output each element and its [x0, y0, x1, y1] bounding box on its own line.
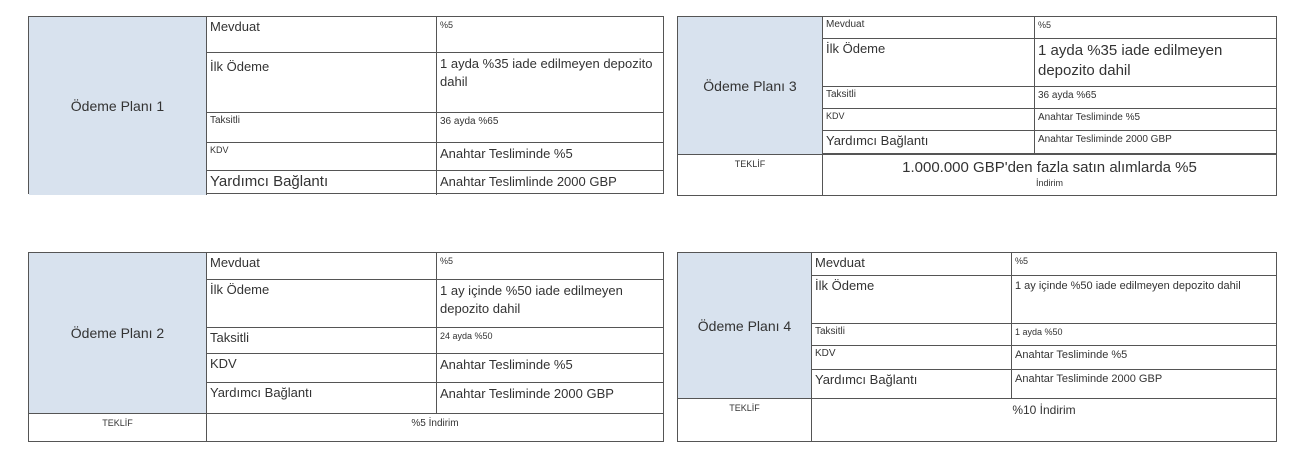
- row-label: KDV: [207, 354, 437, 382]
- row-value: %5: [1038, 20, 1052, 30]
- row-value: 1 ay içinde %50 iade edilmeyen depozito dahil: [440, 283, 623, 317]
- row-label: Taksitli: [812, 324, 1012, 345]
- plan-name-cell: [29, 253, 207, 413]
- offer-text: 1.000.000 GBP'den fazla satın alımlarda %5: [902, 159, 1197, 176]
- payment-plan-3: [677, 16, 1277, 196]
- row-value: %5: [440, 256, 454, 266]
- row-value: 1 ayda %35 iade edilmeyen depozito dahil: [440, 56, 653, 90]
- row-label: Yardımcı Bağlantı: [207, 383, 437, 413]
- row-label: Yardımcı Bağlantı: [823, 131, 1035, 153]
- row-vat: [812, 346, 1276, 370]
- offer-row: [678, 154, 1276, 195]
- row-vat: [823, 109, 1276, 131]
- row-deposit: [812, 253, 1276, 276]
- row-aux-connection: [823, 131, 1276, 154]
- row-value: 36 ayda %65: [1038, 90, 1097, 101]
- payment-plan-2: [28, 252, 664, 442]
- row-label: Mevduat: [207, 253, 437, 279]
- row-value: %5: [440, 20, 454, 30]
- offer-label: TEKLİF: [678, 155, 823, 195]
- row-deposit: [207, 17, 663, 53]
- row-value: Anahtar Tesliminde %5: [440, 146, 573, 161]
- row-deposit: [823, 17, 1276, 39]
- offer-row: [29, 413, 663, 441]
- row-first-payment: [823, 39, 1276, 87]
- row-label: Yardımcı Bağlantı: [207, 171, 437, 195]
- plan-name-cell: [678, 17, 823, 154]
- row-deposit: [207, 253, 663, 280]
- plan-name-cell: [29, 17, 207, 195]
- plan-name: Ödeme Planı 3: [703, 77, 797, 94]
- plan-name-cell: [678, 253, 812, 398]
- row-first-payment: [812, 276, 1276, 324]
- row-value: Anahtar Tesliminde %5: [1038, 112, 1141, 123]
- row-aux-connection: [812, 370, 1276, 398]
- row-label: Taksitli: [823, 87, 1035, 108]
- row-label: Mevduat: [812, 253, 1012, 275]
- row-installment: [207, 113, 663, 143]
- row-value: Anahtar Tesliminde %5: [1015, 349, 1128, 361]
- offer-label: TEKLİF: [678, 399, 812, 441]
- offer-row: [678, 398, 1276, 441]
- offer-subtext: İndirim: [1035, 178, 1063, 188]
- offer-text-wrap: [823, 155, 1276, 195]
- row-label: Taksitli: [207, 113, 437, 142]
- row-aux-connection: [207, 383, 663, 413]
- row-first-payment: [207, 280, 663, 328]
- plan-name: Ödeme Planı 1: [70, 98, 165, 114]
- row-aux-connection: [207, 171, 663, 195]
- offer-label: TEKLİF: [29, 414, 207, 441]
- row-value: 24 ayda %50: [440, 331, 493, 341]
- offer-text: %5 İndirim: [411, 418, 459, 429]
- plan-name: Ödeme Planı 2: [70, 325, 165, 341]
- row-value: Anahtar Tesliminde 2000 GBP: [1015, 373, 1163, 385]
- row-label: İlk Ödeme: [823, 39, 1035, 86]
- row-value: 1 ayda %50: [1015, 327, 1063, 337]
- row-label: KDV: [207, 143, 437, 170]
- row-value: 1 ayda %35 iade edilmeyen depozito dahil: [1038, 42, 1223, 79]
- row-value: Anahtar Tesliminde 2000 GBP: [440, 386, 614, 401]
- row-value: 36 ayda %65: [440, 116, 499, 127]
- plan-name: Ödeme Planı 4: [697, 317, 792, 334]
- row-label: İlk Ödeme: [812, 276, 1012, 323]
- row-label: KDV: [823, 109, 1035, 130]
- row-value: Anahtar Tesliminde 2000 GBP: [1038, 134, 1172, 145]
- row-vat: [207, 143, 663, 171]
- row-value: %5: [1015, 256, 1029, 266]
- row-first-payment: [207, 53, 663, 113]
- row-value: Anahtar Tesliminde %5: [440, 357, 573, 372]
- row-value: 1 ay içinde %50 iade edilmeyen depozito dahil: [1015, 280, 1241, 292]
- row-installment: [812, 324, 1276, 346]
- offer-text: %10 İndirim: [1012, 403, 1076, 417]
- row-label: Mevduat: [207, 17, 437, 52]
- row-installment: [207, 328, 663, 354]
- row-label: İlk Ödeme: [207, 53, 437, 112]
- row-label: Yardımcı Bağlantı: [812, 370, 1012, 398]
- row-label: İlk Ödeme: [207, 280, 437, 327]
- payment-plan-1: [28, 16, 664, 194]
- row-label: Taksitli: [207, 328, 437, 353]
- payment-plan-4: [677, 252, 1277, 442]
- row-label: Mevduat: [823, 17, 1035, 38]
- row-installment: [823, 87, 1276, 109]
- row-value: Anahtar Teslimlinde 2000 GBP: [440, 174, 617, 189]
- row-vat: [207, 354, 663, 383]
- row-label: KDV: [812, 346, 1012, 369]
